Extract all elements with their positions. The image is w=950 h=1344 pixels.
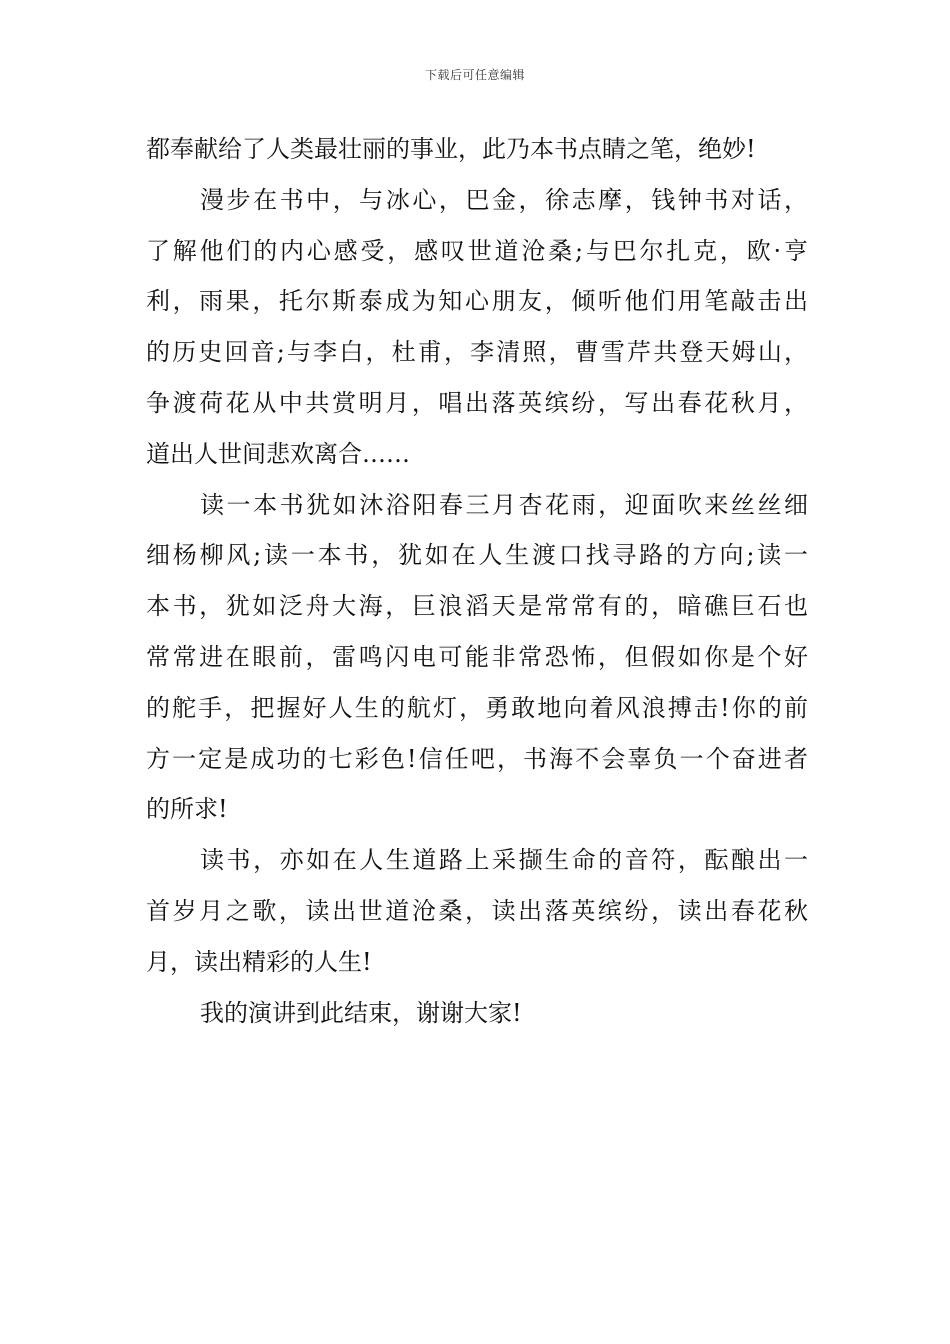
paragraph-first-line: 读一本书犹如沐浴阳春三月杏花雨，迎面吹来丝丝细 bbox=[200, 490, 808, 519]
document-body bbox=[146, 124, 808, 1038]
text-line: 了解他们的内心感受，感叹世道沧桑;与巴尔扎克，欧·亨 bbox=[146, 236, 808, 265]
text-line: 的舵手，把握好人生的航灯，勇敢地向着风浪搏击!你的前 bbox=[146, 693, 808, 722]
text-line: 都奉献给了人类最壮丽的事业，此乃本书点睛之笔，绝妙! bbox=[146, 135, 756, 163]
paragraph-first-line: 漫步在书中，与冰心，巴金，徐志摩，钱钟书对话， bbox=[200, 185, 808, 214]
paragraph-first-line: 我的演讲到此结束，谢谢大家! bbox=[200, 998, 522, 1027]
text-line: 首岁月之歌，读出世道沧桑，读出落英缤纷，读出春花秋 bbox=[146, 896, 808, 925]
text-line: 常常进在眼前，雷鸣闪电可能非常恐怖，但假如你是个好 bbox=[146, 642, 808, 671]
text-line: 本书，犹如泛舟大海，巨浪滔天是常常有的，暗礁巨石也 bbox=[146, 592, 808, 621]
text-line: 利，雨果，托尔斯泰成为知心朋友，倾听他们用笔敲击出 bbox=[146, 287, 808, 316]
text-line: 细杨柳风;读一本书，犹如在人生渡口找寻路的方向;读一 bbox=[146, 541, 808, 570]
paragraph-first-line: 读书，亦如在人生道路上采撷生命的音符，酝酿出一 bbox=[200, 846, 808, 875]
text-line: 道出人世间悲欢离合…… bbox=[146, 439, 410, 468]
text-line: 的历史回音;与李白，杜甫，李清照，曹雪芹共登天姆山， bbox=[146, 338, 808, 367]
text-line: 月，读出精彩的人生! bbox=[146, 947, 372, 976]
header-note: 下载后可任意编辑 bbox=[424, 68, 525, 82]
text-line: 方一定是成功的七彩色!信任吧，书海不会辜负一个奋进者 bbox=[146, 744, 808, 773]
text-line: 争渡荷花从中共赏明月，唱出落英缤纷，写出春花秋月， bbox=[146, 388, 808, 417]
text-line: 的所求! bbox=[146, 795, 228, 824]
